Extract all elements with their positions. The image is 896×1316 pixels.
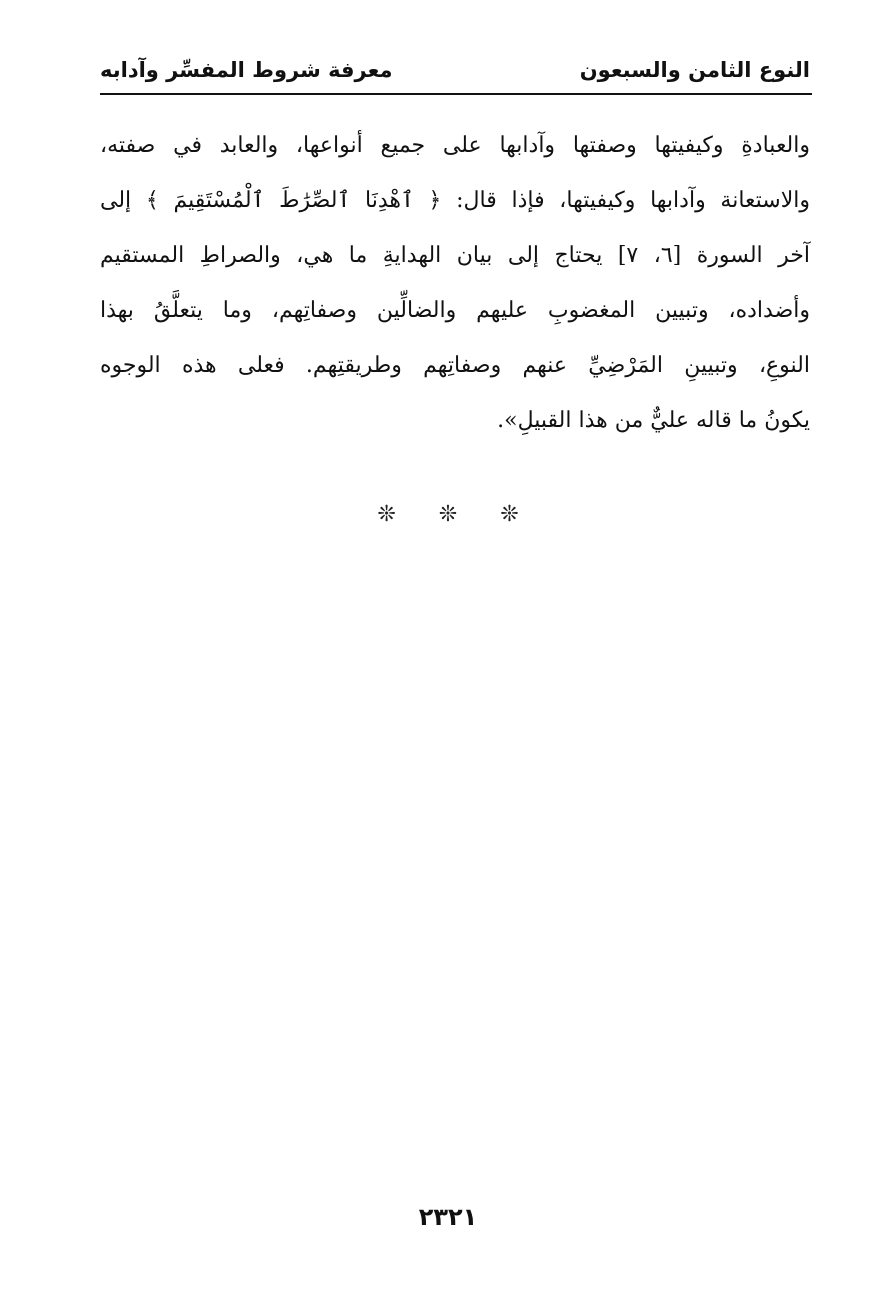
text-line: وأضداده، وتبيين المغضوبِ عليهم والضالِّين وصفاتِهم، وما يتعلَّقُ بهذا bbox=[100, 298, 810, 323]
header-section-title: معرفة شروط المفسِّر وآدابه bbox=[100, 58, 393, 82]
asterism-icon: ❊ bbox=[500, 502, 519, 527]
page-number: ٢٣٢١ bbox=[418, 1203, 478, 1231]
text-line: آخر السورة [٦، ٧] يحتاج إلى بيان الهدايةِ ما هي، والصراطِ المستقيم bbox=[100, 243, 810, 268]
asterism-icon: ❊ bbox=[438, 502, 458, 527]
header-divider bbox=[100, 93, 812, 95]
text-line: والعبادةِ وكيفيتها وصفتها وآدابها على جميع أنواعها، والعابد في صفته، bbox=[100, 133, 810, 158]
section-separator bbox=[0, 502, 896, 527]
text-line: يكونُ ما قاله عليٌّ من هذا القبيلِ». bbox=[497, 408, 810, 433]
text-line: النوعِ، وتبيينِ المَرْضِيِّ عنهم وصفاتِهم وطريقتِهم. فعلى هذه الوجوه bbox=[100, 353, 810, 378]
header-chapter-title: النوع الثامن والسبعون bbox=[579, 58, 810, 82]
running-header bbox=[100, 50, 810, 90]
text-line: والاستعانة وآدابها وكيفيتها، فإذا قال: ﴿ ٱهْدِنَا ٱلصِّرَٰطَ ٱلْمُسْتَقِيمَ ﴾ إلى bbox=[100, 188, 810, 213]
asterism-icon: ❊ bbox=[377, 502, 396, 527]
main-text bbox=[100, 118, 810, 448]
